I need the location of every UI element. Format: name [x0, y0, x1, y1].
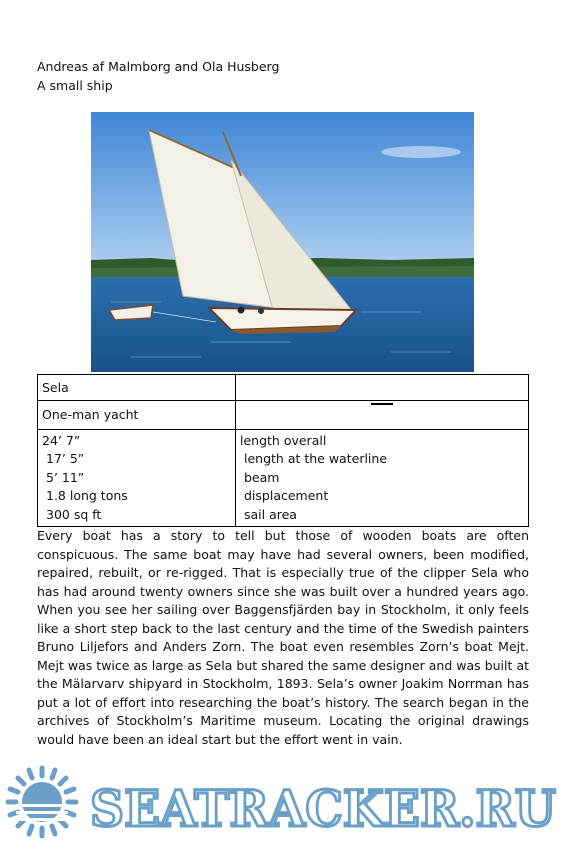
empty-cell	[236, 375, 529, 401]
page-title: A small ship	[37, 78, 113, 93]
article-body: Every boat has a story to tell but those of wooden boats are often conspicuous. The same boat may have had several owners, been modified, repaired, rebuilt, or re-rigged. That is especially true of the clipper Sela who has had around twenty owners since she was built over a hundred years ago. When you see her sailing over Baggensfjärden bay in Stockholm, it only feels like a short step back to the last century and the time of the Swedish painters Bruno Liljefors and Anders Zorn. The boat even resembles Zorn’s boat Mejt. Mejt was twice as large as Sela but shared the same designer and was built at the Mälarvarv shipyard in Stockholm, 1893. Sela’s owner Joakim Norrman has put a lot of effort into researching the boat’s history. The search began in the archives of Stockholm’s Maritime museum. Locating the original drawings would have been an ideal start but the effort went in vain.	[37, 528, 529, 747]
article-header	[37, 57, 279, 95]
specs-table	[37, 374, 529, 527]
sailboat-photo	[91, 112, 474, 372]
sun-logo-icon	[8, 768, 76, 836]
watermark	[0, 762, 566, 850]
boat-type: One-man yacht	[38, 401, 236, 430]
spec-label: displacement	[244, 488, 329, 504]
spec-value: 1.8 long tons	[46, 488, 128, 504]
spec-value: 24’ 7”	[42, 433, 81, 448]
spec-label: length at the waterline	[244, 451, 388, 467]
dash-cell	[236, 401, 529, 430]
spec-label: sail area	[244, 506, 297, 522]
spec-labels	[236, 430, 529, 527]
spec-value: 5’ 11”	[46, 469, 85, 485]
watermark-text: SEATRACKER.RU	[90, 779, 556, 838]
spec-values	[38, 430, 236, 527]
spec-label: beam	[244, 469, 280, 485]
spec-value: 300 sq ft	[46, 506, 102, 522]
spec-value: 17’ 5”	[46, 451, 85, 467]
dash-mark	[371, 403, 393, 405]
authors: Andreas af Malmborg and Ola Husberg	[37, 59, 280, 74]
boat-name: Sela	[38, 375, 236, 401]
spec-label: length overall	[240, 433, 327, 448]
